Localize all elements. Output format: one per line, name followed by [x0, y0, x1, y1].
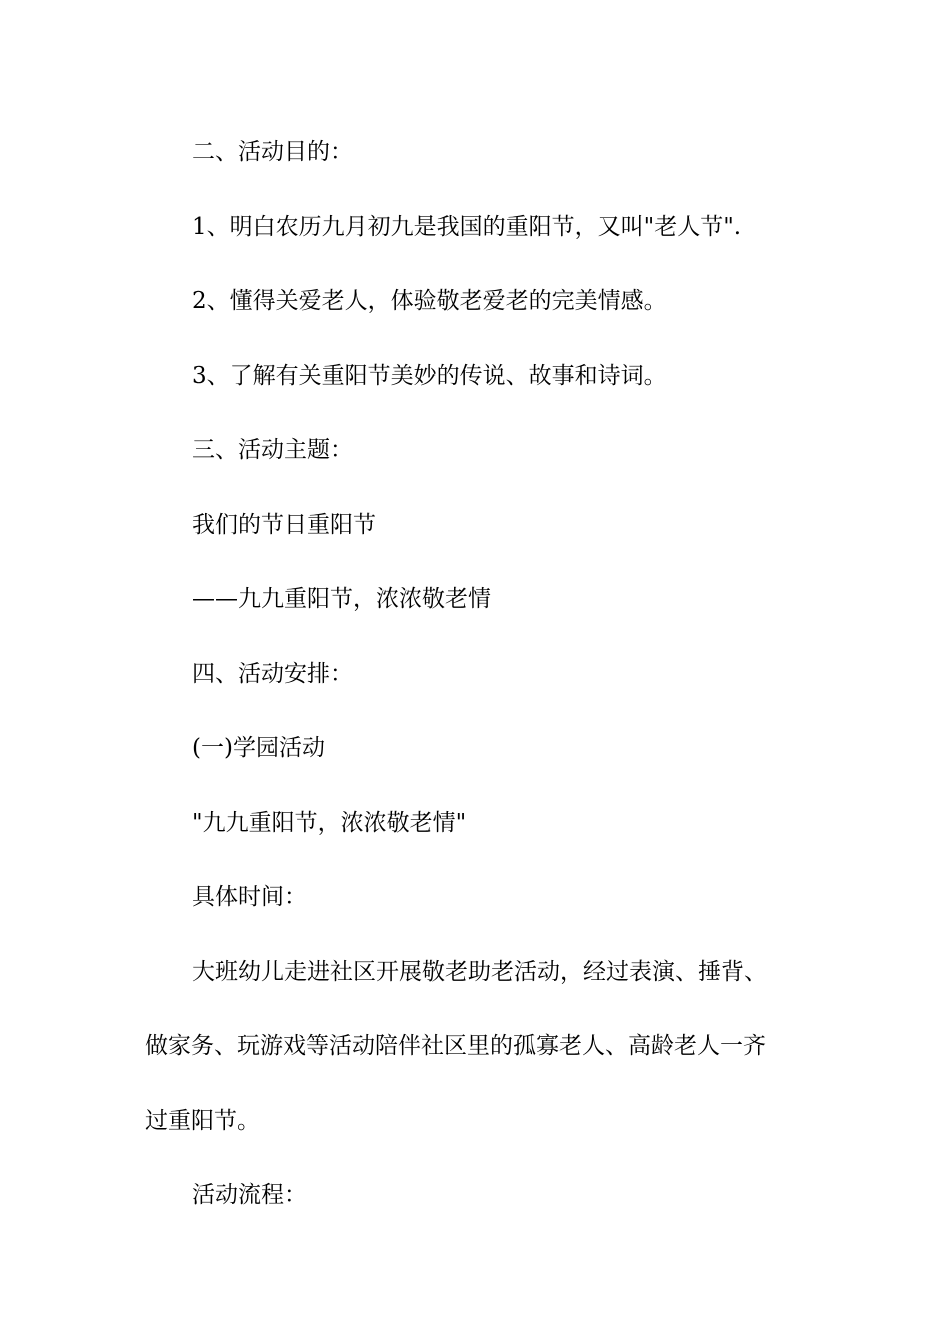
campus-activity-title: "九九重阳节，浓浓敬老情" — [192, 810, 467, 836]
heading-activity-arrangement: 四、活动安排： — [192, 661, 353, 687]
subheading-campus-activity: (一)学园活动 — [192, 735, 325, 761]
label-activity-process: 活动流程： — [192, 1182, 307, 1208]
paragraph-line-3: 过重阳节。 — [145, 1108, 260, 1134]
purpose-item-1: 1、明白农历九月初九是我国的重阳节，又叫"老人节". — [192, 214, 742, 240]
label-specific-time: 具体时间： — [192, 884, 307, 910]
theme-title: 我们的节日重阳节 — [192, 512, 376, 538]
purpose-item-2: 2、懂得关爱老人，体验敬老爱老的完美情感。 — [192, 288, 667, 314]
theme-subtitle: ——九九重阳节，浓浓敬老情 — [192, 586, 491, 612]
heading-activity-theme: 三、活动主题： — [192, 437, 353, 463]
heading-activity-purpose: 二、活动目的： — [192, 139, 353, 165]
paragraph-line-2: 做家务、玩游戏等活动陪伴社区里的孤寡老人、高龄老人一齐 — [145, 1033, 766, 1059]
purpose-item-3: 3、了解有关重阳节美妙的传说、故事和诗词。 — [192, 363, 667, 389]
paragraph-line-1: 大班幼儿走进社区开展敬老助老活动，经过表演、捶背、 — [192, 959, 767, 985]
